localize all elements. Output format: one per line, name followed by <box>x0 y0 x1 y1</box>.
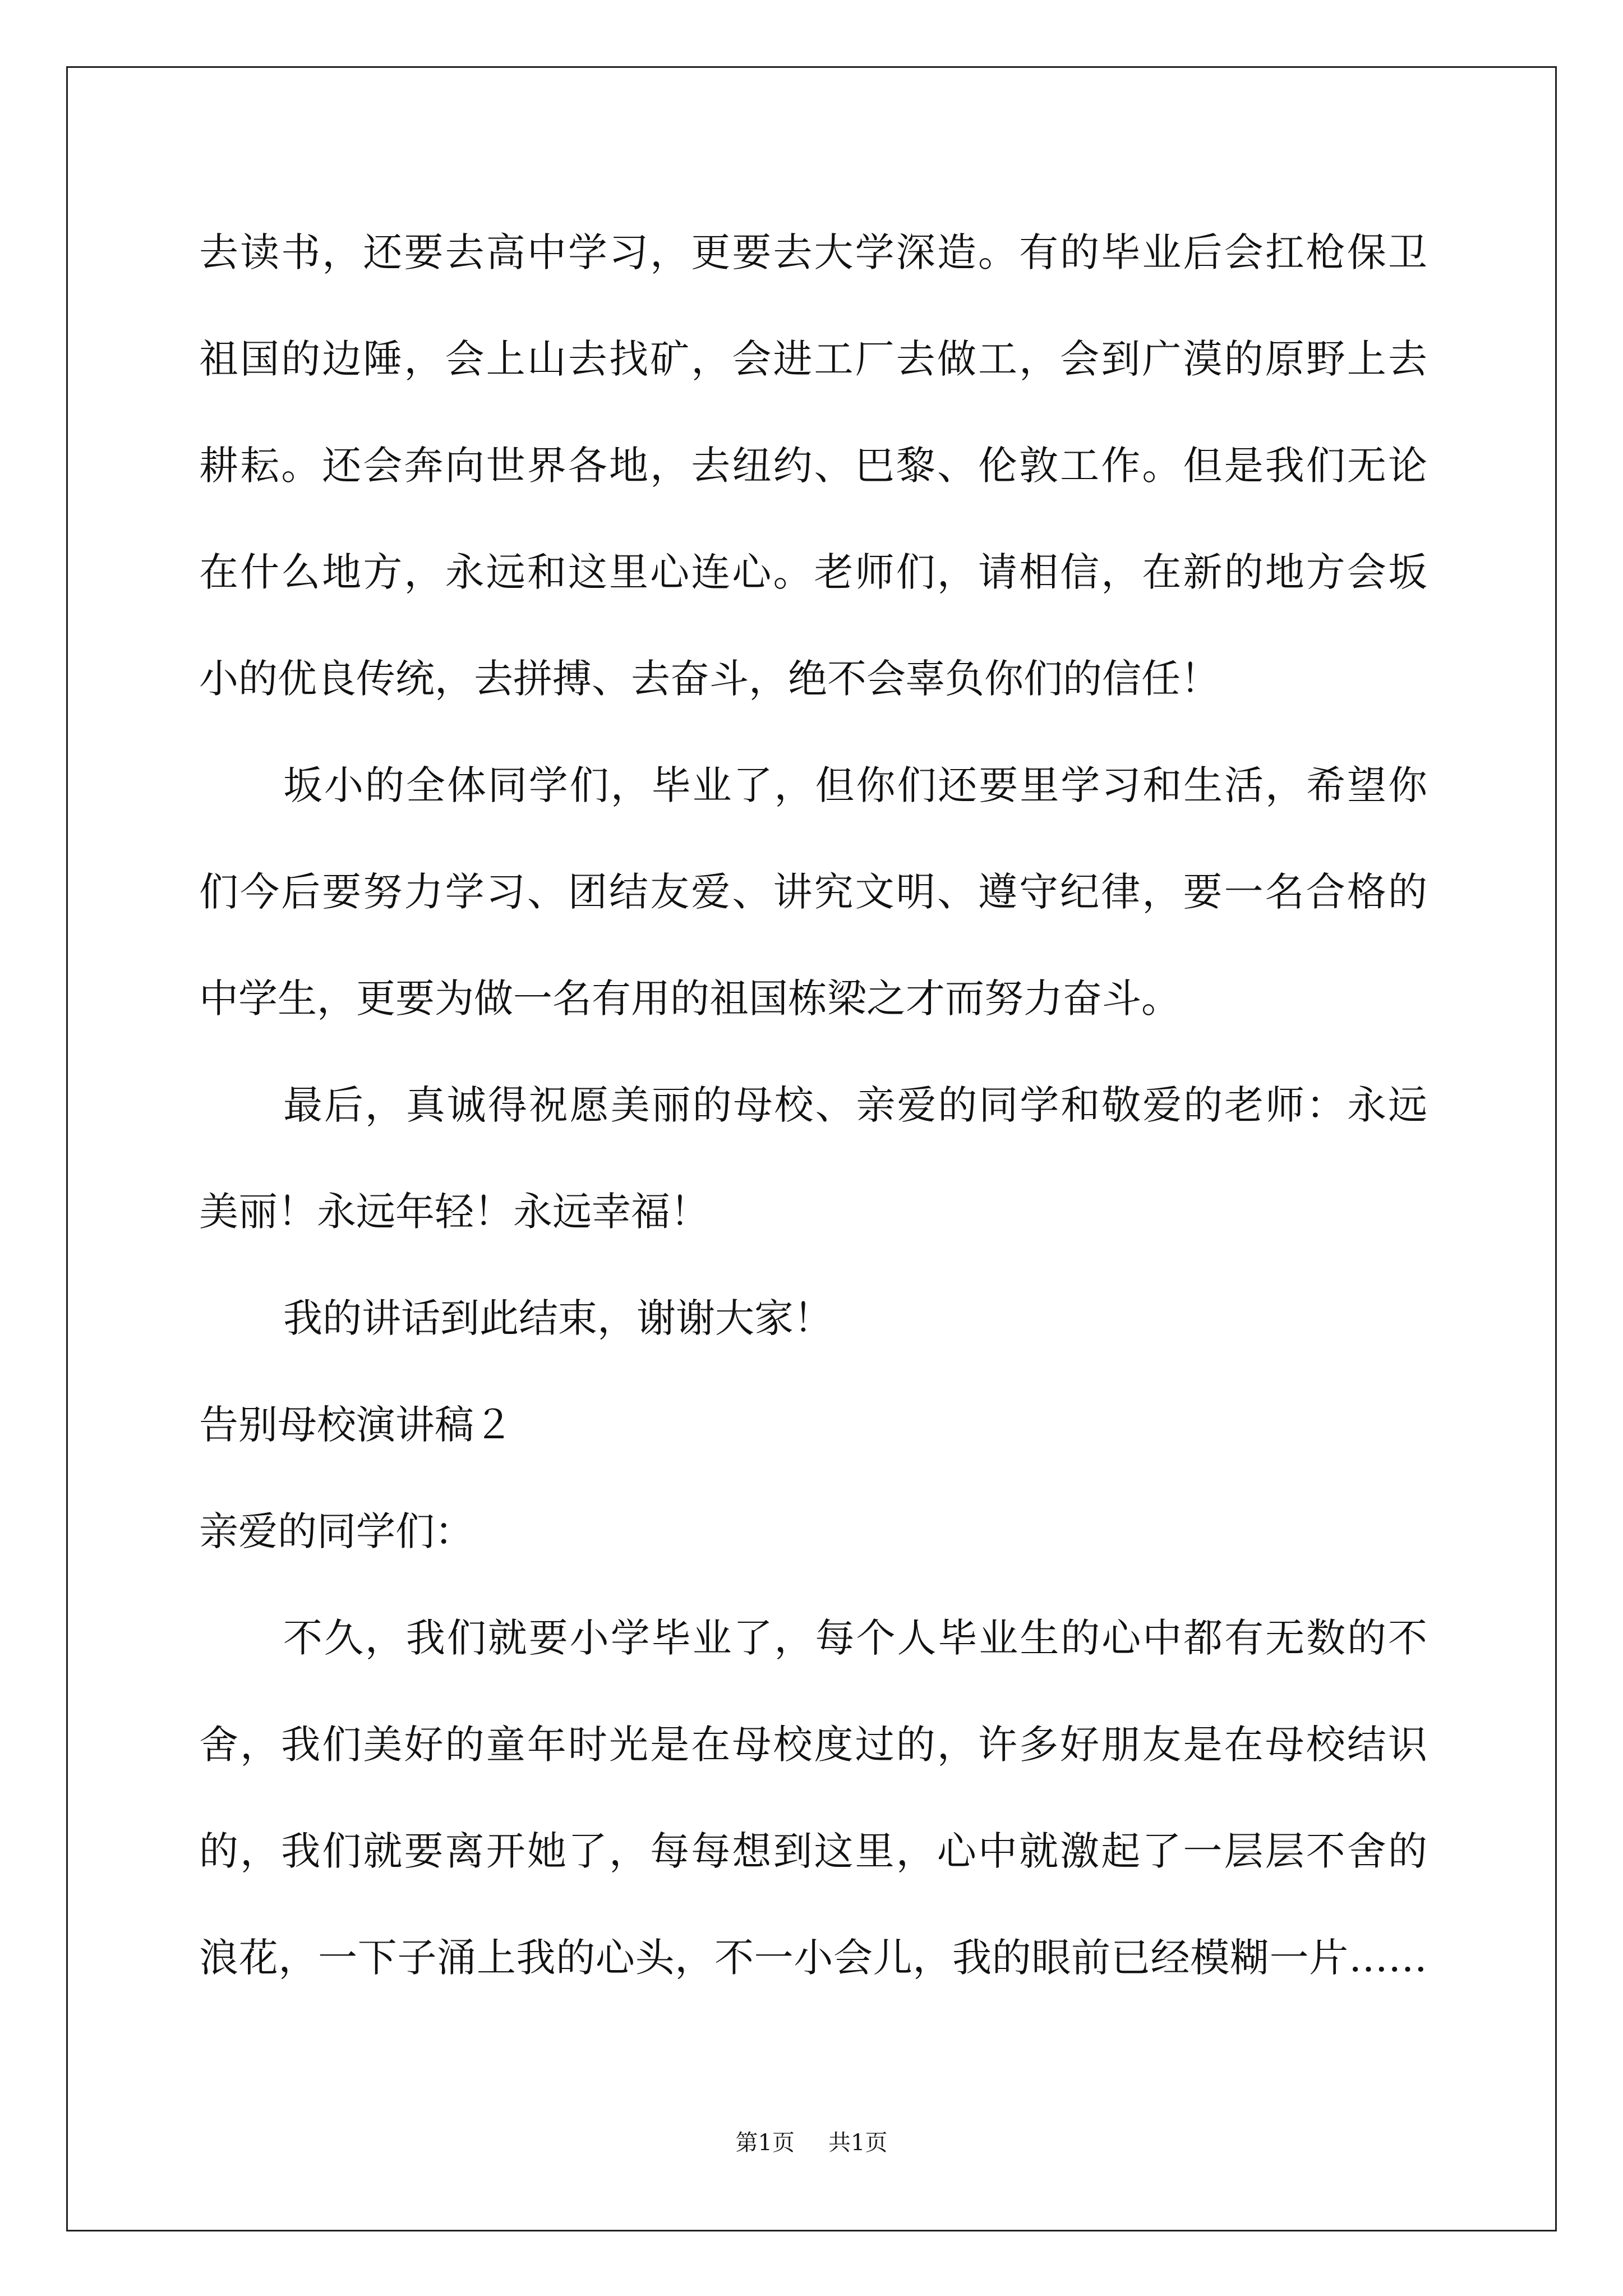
text-line-17: 浪花，一下子涌上我的心头，不一小会儿，我的眼前已经模糊一片…… <box>199 1935 1427 1981</box>
text-line-5: 小的优良传统，去拼搏、去奋斗，绝不会辜负你们的信任！ <box>199 656 1220 702</box>
document-body <box>199 222 1427 2033</box>
page-footer <box>0 2129 1623 2157</box>
section-title: 告别母校演讲稿２ <box>199 1402 513 1448</box>
text-line-16: 的，我们就要离开她了，每每想到这里，心中就激起了一层层不舍的 <box>199 1828 1427 1874</box>
text-line-3: 耕耘。还会奔向世界各地，去纽约、巴黎、伦敦工作。但是我们无论 <box>199 443 1427 489</box>
salutation: 亲爱的同学们： <box>199 1508 474 1554</box>
text-line-7: 们今后要努力学习、团结友爱、讲究文明、遵守纪律，要一名合格的 <box>199 869 1427 915</box>
text-line-8: 中学生，更要为做一名有用的祖国栋梁之才而努力奋斗。 <box>199 976 1181 1022</box>
text-line-15: 舍，我们美好的童年时光是在母校度过的，许多好朋友是在母校结识 <box>199 1722 1427 1768</box>
text-line-10: 美丽！永远年轻！永远幸福！ <box>199 1189 709 1235</box>
text-line-14: 不久，我们就要小学毕业了，每个人毕业生的心中都有无数的不 <box>283 1615 1427 1661</box>
text-line-11: 我的讲话到此结束，谢谢大家！ <box>283 1295 833 1341</box>
text-line-4: 在什么地方，永远和这里心连心。老师们，请相信，在新的地方会坂 <box>199 549 1427 595</box>
text-line-6: 坂小的全体同学们，毕业了，但你们还要里学习和生活，希望你 <box>283 762 1427 808</box>
page-total: 共1页 <box>828 2130 888 2156</box>
page-number: 第1页 <box>735 2130 795 2156</box>
text-line-1: 去读书，还要去高中学习，更要去大学深造。有的毕业后会扛枪保卫 <box>199 229 1427 275</box>
text-line-9: 最后，真诚得祝愿美丽的母校、亲爱的同学和敬爱的老师：永远 <box>283 1082 1427 1128</box>
text-line-2: 祖国的边陲，会上山去找矿，会进工厂去做工，会到广漠的原野上去 <box>199 336 1427 382</box>
